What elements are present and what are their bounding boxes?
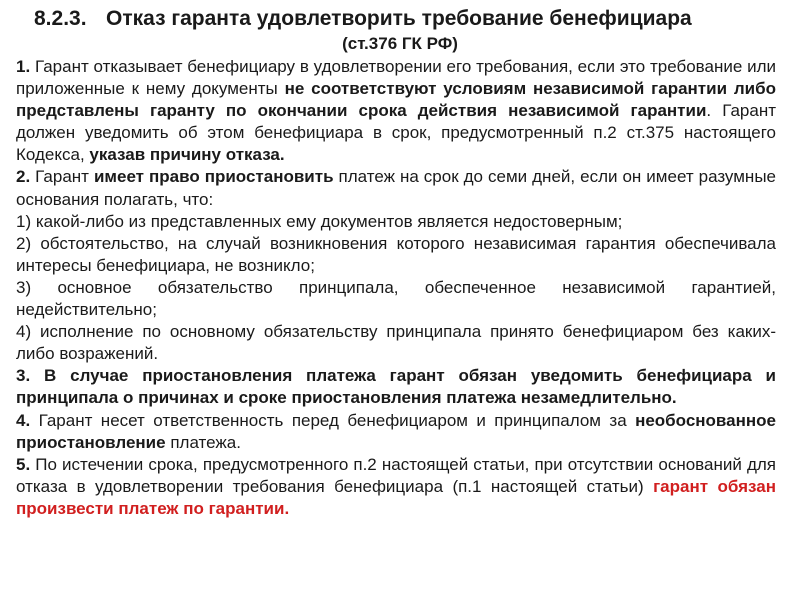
text-run: платеж на срок до семи дней, если он имеет разумные основания полагать, что: [16, 167, 776, 209]
list-item-3 [16, 277, 776, 321]
bold-text: 4. [16, 410, 31, 430]
bold-text: 5. [16, 454, 31, 474]
list-item-1 [16, 211, 776, 233]
bold-text: 2. [16, 167, 31, 187]
text-run: По истечении срока, предусмотренного п.2 настоящей статьи, при отсутствии оснований для отказа в удовлетворении требования бенефициара (п.1 настоящей статьи) [16, 454, 776, 496]
text-run: . Гарант должен уведомить об этом бенефициара в срок, предусмотренный п.2 ст.375 настоящего Кодекса, [16, 101, 776, 165]
document-body [16, 56, 776, 520]
bold-text: указав причину отказа. [89, 145, 285, 165]
text-run: Гарант [30, 167, 94, 187]
text-run: 4) исполнение по основному обязательству принципала принято бенефициаром без каких-либо возражений. [16, 322, 776, 364]
bold-text: имеет право приостановить [93, 167, 334, 187]
highlighted-text: гарант обязан произвести платеж по гарантии. [16, 476, 776, 518]
bold-text: не соответствуют условиям независимой гарантии либо представлены гаранту по окончании срока действия независимой гарантии [16, 79, 776, 121]
text-run: Гарант несет ответственность перед бенефициаром и принципалом за [30, 410, 636, 430]
bold-text: 1. [16, 57, 31, 76]
paragraph-1 [16, 56, 776, 166]
section-number: 8.2.3. [34, 7, 87, 30]
paragraph-5 [16, 454, 776, 520]
article-reference: (ст.376 ГК РФ) [342, 34, 458, 53]
bold-text: необоснованное приостановление [16, 410, 776, 452]
text-run: Гарант отказывает бенефициару в удовлетворении его требования, если это требование или приложенные к нему документы [16, 57, 776, 99]
paragraph-2 [16, 166, 776, 210]
list-item-4 [16, 321, 776, 365]
text-run: 3) основное обязательство принципала, обеспеченное независимой гарантией, недействительно; [16, 277, 776, 320]
text-run: 1) какой-либо из представленных ему документов является недостоверным; [16, 211, 623, 231]
bold-text: В случае приостановления платежа гарант обязан уведомить бенефициара и принципала о причинах и сроке приостановления платежа незамедлительно. [16, 366, 776, 408]
paragraph-3 [16, 365, 776, 409]
bold-text: 3. [16, 366, 31, 386]
text-run: 2) обстоятельство, на случай возникновения которого независимая гарантия обеспечивала интересы бенефициара, не возникло; [16, 233, 776, 275]
section-title: Отказ гаранта удовлетворить требование бенефициара [106, 7, 692, 30]
text-run: платежа. [165, 432, 241, 452]
paragraph-4 [16, 410, 776, 454]
list-item-2 [16, 233, 776, 277]
section-heading [34, 6, 692, 32]
